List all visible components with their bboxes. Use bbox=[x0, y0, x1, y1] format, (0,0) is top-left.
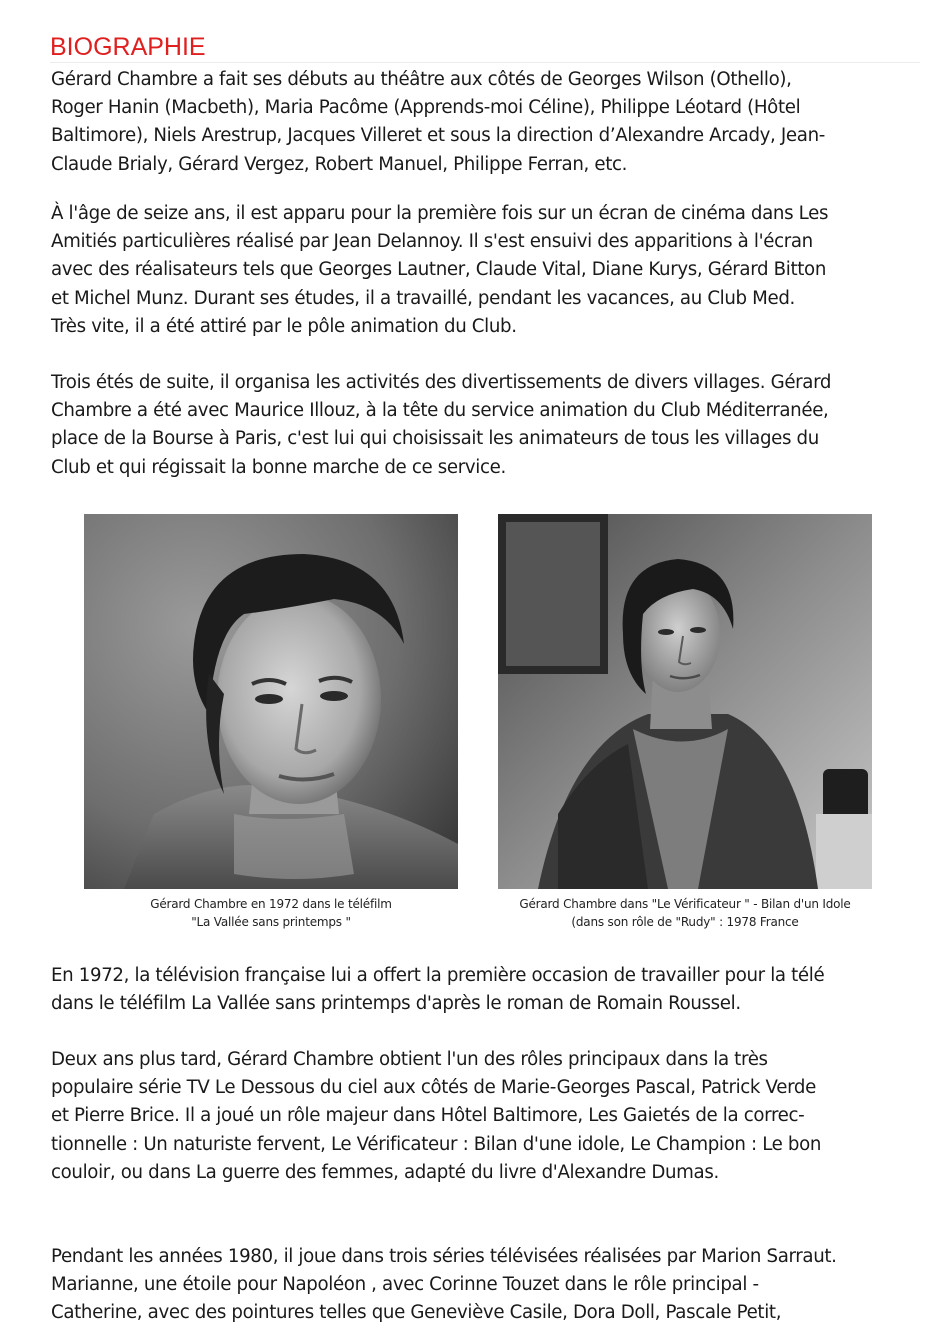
text-line: Chambre a été avec Maurice Illouz, à la tête du service animation du Club Méditerranée, bbox=[51, 400, 829, 422]
portrait-photo-1972 bbox=[84, 514, 458, 889]
text-line: Amitiés particulières réalisé par Jean Delannoy. Il s'est ensuivi des apparitions à l'écran bbox=[51, 231, 813, 253]
text-line: Pendant les années 1980, il joue dans trois séries télévisées réalisées par Marion Sarraut. bbox=[51, 1246, 837, 1267]
text-line: et Michel Munz. Durant ses études, il a travaillé, pendant les vacances, au Club Med. bbox=[51, 287, 795, 309]
page-title: BIOGRAPHIE bbox=[50, 33, 206, 61]
text-line: Catherine, avec des pointures telles que Geneviève Casile, Dora Doll, Pascale Petit, bbox=[51, 1302, 782, 1324]
verificateur-photo-1978 bbox=[498, 514, 872, 889]
verificateur-photo-1978-image bbox=[498, 514, 872, 889]
text-line: tionnelle : Un naturiste fervent, Le Vérificateur : Bilan d'une idole, Le Champion : Le bon bbox=[51, 1133, 822, 1155]
text-line: En 1972, la télévision française lui a offert la première occasion de travailler pour la télé bbox=[51, 965, 825, 986]
photo-caption-1972 bbox=[84, 895, 458, 931]
text-line: Roger Hanin (Macbeth), Maria Pacôme (Apprends-moi Céline), Philippe Léotard (Hôtel bbox=[51, 97, 801, 119]
paragraph-club-med bbox=[51, 369, 913, 482]
text-line: Très vite, il a été attiré par le pôle animation du Club. bbox=[51, 315, 517, 337]
paragraph-annees-1980 bbox=[51, 1243, 913, 1328]
text-line: Gérard Chambre a fait ses débuts au théâtre aux côtés de Georges Wilson (Othello), bbox=[51, 69, 792, 90]
paragraph-series-tv bbox=[51, 1046, 913, 1187]
text-line: couloir, ou dans La guerre des femmes, adapté du livre d'Alexandre Dumas. bbox=[51, 1161, 719, 1183]
text-line: dans le téléfilm La Vallée sans printemps d'après le roman de Romain Roussel. bbox=[51, 993, 741, 1015]
text-line: Deux ans plus tard, Gérard Chambre obtient l'un des rôles principaux dans la très bbox=[51, 1049, 768, 1070]
caption-line: Gérard Chambre dans "Le Vérificateur " - Bilan d'un Idole bbox=[519, 897, 851, 911]
text-line: Claude Brialy, Gérard Vergez, Robert Manuel, Philippe Ferran, etc. bbox=[51, 153, 628, 175]
caption-line: Gérard Chambre en 1972 dans le téléfilm bbox=[150, 897, 392, 911]
title-divider bbox=[50, 62, 920, 63]
text-line: et Pierre Brice. Il a joué un rôle majeur dans Hôtel Baltimore, Les Gaietés de la correc- bbox=[51, 1105, 805, 1127]
photo-caption-1978 bbox=[488, 895, 882, 931]
caption-line: "La Vallée sans printemps " bbox=[191, 915, 351, 929]
portrait-photo-1972-image bbox=[84, 514, 458, 889]
paragraph-theatre bbox=[51, 66, 913, 179]
text-line: À l'âge de seize ans, il est apparu pour la première fois sur un écran de cinéma dans Les bbox=[51, 203, 829, 224]
text-line: Club et qui régissait la bonne marche de ce service. bbox=[51, 456, 506, 478]
text-line: Trois étés de suite, il organisa les activités des divertissements de divers villages. Gérard bbox=[51, 372, 832, 393]
text-line: avec des réalisateurs tels que Georges Lautner, Claude Vital, Diane Kurys, Gérard Bitton bbox=[51, 259, 827, 281]
text-line: Baltimore), Niels Arestrup, Jacques Villeret et sous la direction d’Alexandre Arcady, Jean- bbox=[51, 125, 825, 147]
paragraph-cinema bbox=[51, 200, 913, 341]
text-line: place de la Bourse à Paris, c'est lui qui choisissait les animateurs de tous les villages du bbox=[51, 428, 819, 450]
paragraph-television-1972 bbox=[51, 962, 913, 1018]
caption-line: (dans son rôle de "Rudy" : 1978 France bbox=[571, 915, 799, 929]
text-line: Marianne, une étoile pour Napoléon , avec Corinne Touzet dans le rôle principal - bbox=[51, 1274, 759, 1296]
text-line: populaire série TV Le Dessous du ciel aux côtés de Marie-Georges Pascal, Patrick Verde bbox=[51, 1077, 816, 1099]
